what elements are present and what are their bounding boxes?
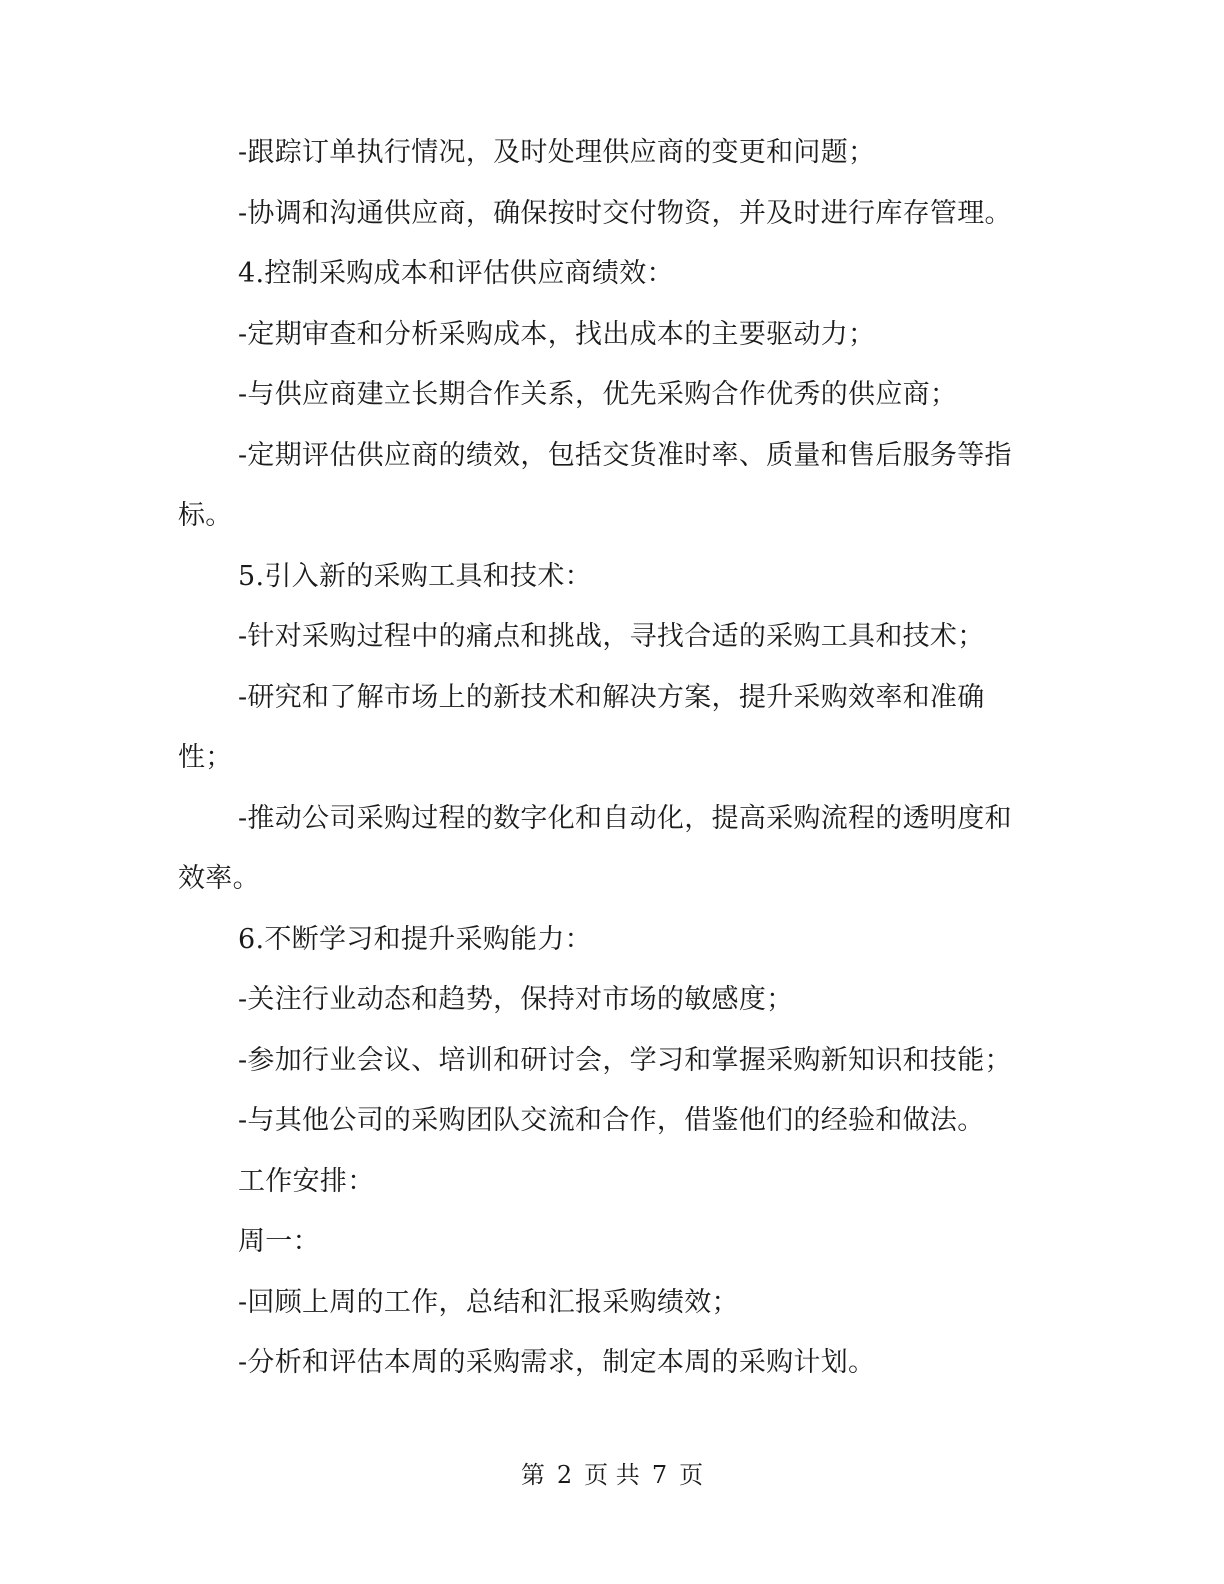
text-line-7: 标。 <box>178 500 233 531</box>
text-line-9: -针对采购过程中的痛点和挑战，寻找合适的采购工具和技术； <box>238 621 985 652</box>
text-line-1: -跟踪订单执行情况，及时处理供应商的变更和问题； <box>238 137 876 168</box>
section-heading-5: 5.引入新的采购工具和技术： <box>238 560 592 592</box>
footer-page-number: 2 <box>556 1461 573 1489</box>
document-body <box>178 123 1038 1394</box>
section-heading-6: 6.不断学习和提升采购能力： <box>238 923 592 955</box>
monday-heading: 周一： <box>238 1226 320 1257</box>
page-footer <box>0 1460 1224 1490</box>
text-line-12: -推动公司采购过程的数字化和自动化，提高采购流程的透明度和 <box>238 802 1012 834</box>
text-line-21: -分析和评估本周的采购需求，制定本周的采购计划。 <box>238 1347 876 1378</box>
footer-suffix: 页 <box>679 1461 704 1489</box>
footer-total-pages: 7 <box>651 1461 668 1489</box>
work-schedule-heading: 工作安排： <box>238 1165 375 1197</box>
section-heading-4: 4.控制采购成本和评估供应商绩效： <box>238 258 674 289</box>
text-line-4: -定期审查和分析采购成本，找出成本的主要驱动力； <box>238 318 876 350</box>
text-line-6: -定期评估供应商的绩效，包括交货准时率、质量和售后服务等指 <box>238 439 1012 471</box>
footer-mid: 页 共 <box>584 1461 640 1489</box>
footer-prefix: 第 <box>520 1461 545 1489</box>
text-line-5: -与供应商建立长期合作关系，优先采购合作优秀的供应商； <box>238 379 958 410</box>
text-line-16: -参加行业会议、培训和研讨会，学习和掌握采购新知识和技能； <box>238 1044 1012 1076</box>
text-line-13: 效率。 <box>178 863 260 894</box>
text-line-17: -与其他公司的采购团队交流和合作，借鉴他们的经验和做法。 <box>238 1105 985 1136</box>
text-line-2: -协调和沟通供应商，确保按时交付物资，并及时进行库存管理。 <box>238 197 1012 229</box>
text-line-15: -关注行业动态和趋势，保持对市场的敏感度； <box>238 984 794 1015</box>
text-line-11: 性； <box>178 742 233 773</box>
text-line-10: -研究和了解市场上的新技术和解决方案，提升采购效率和准确 <box>238 681 985 713</box>
text-line-20: -回顾上周的工作，总结和汇报采购绩效； <box>238 1286 739 1318</box>
